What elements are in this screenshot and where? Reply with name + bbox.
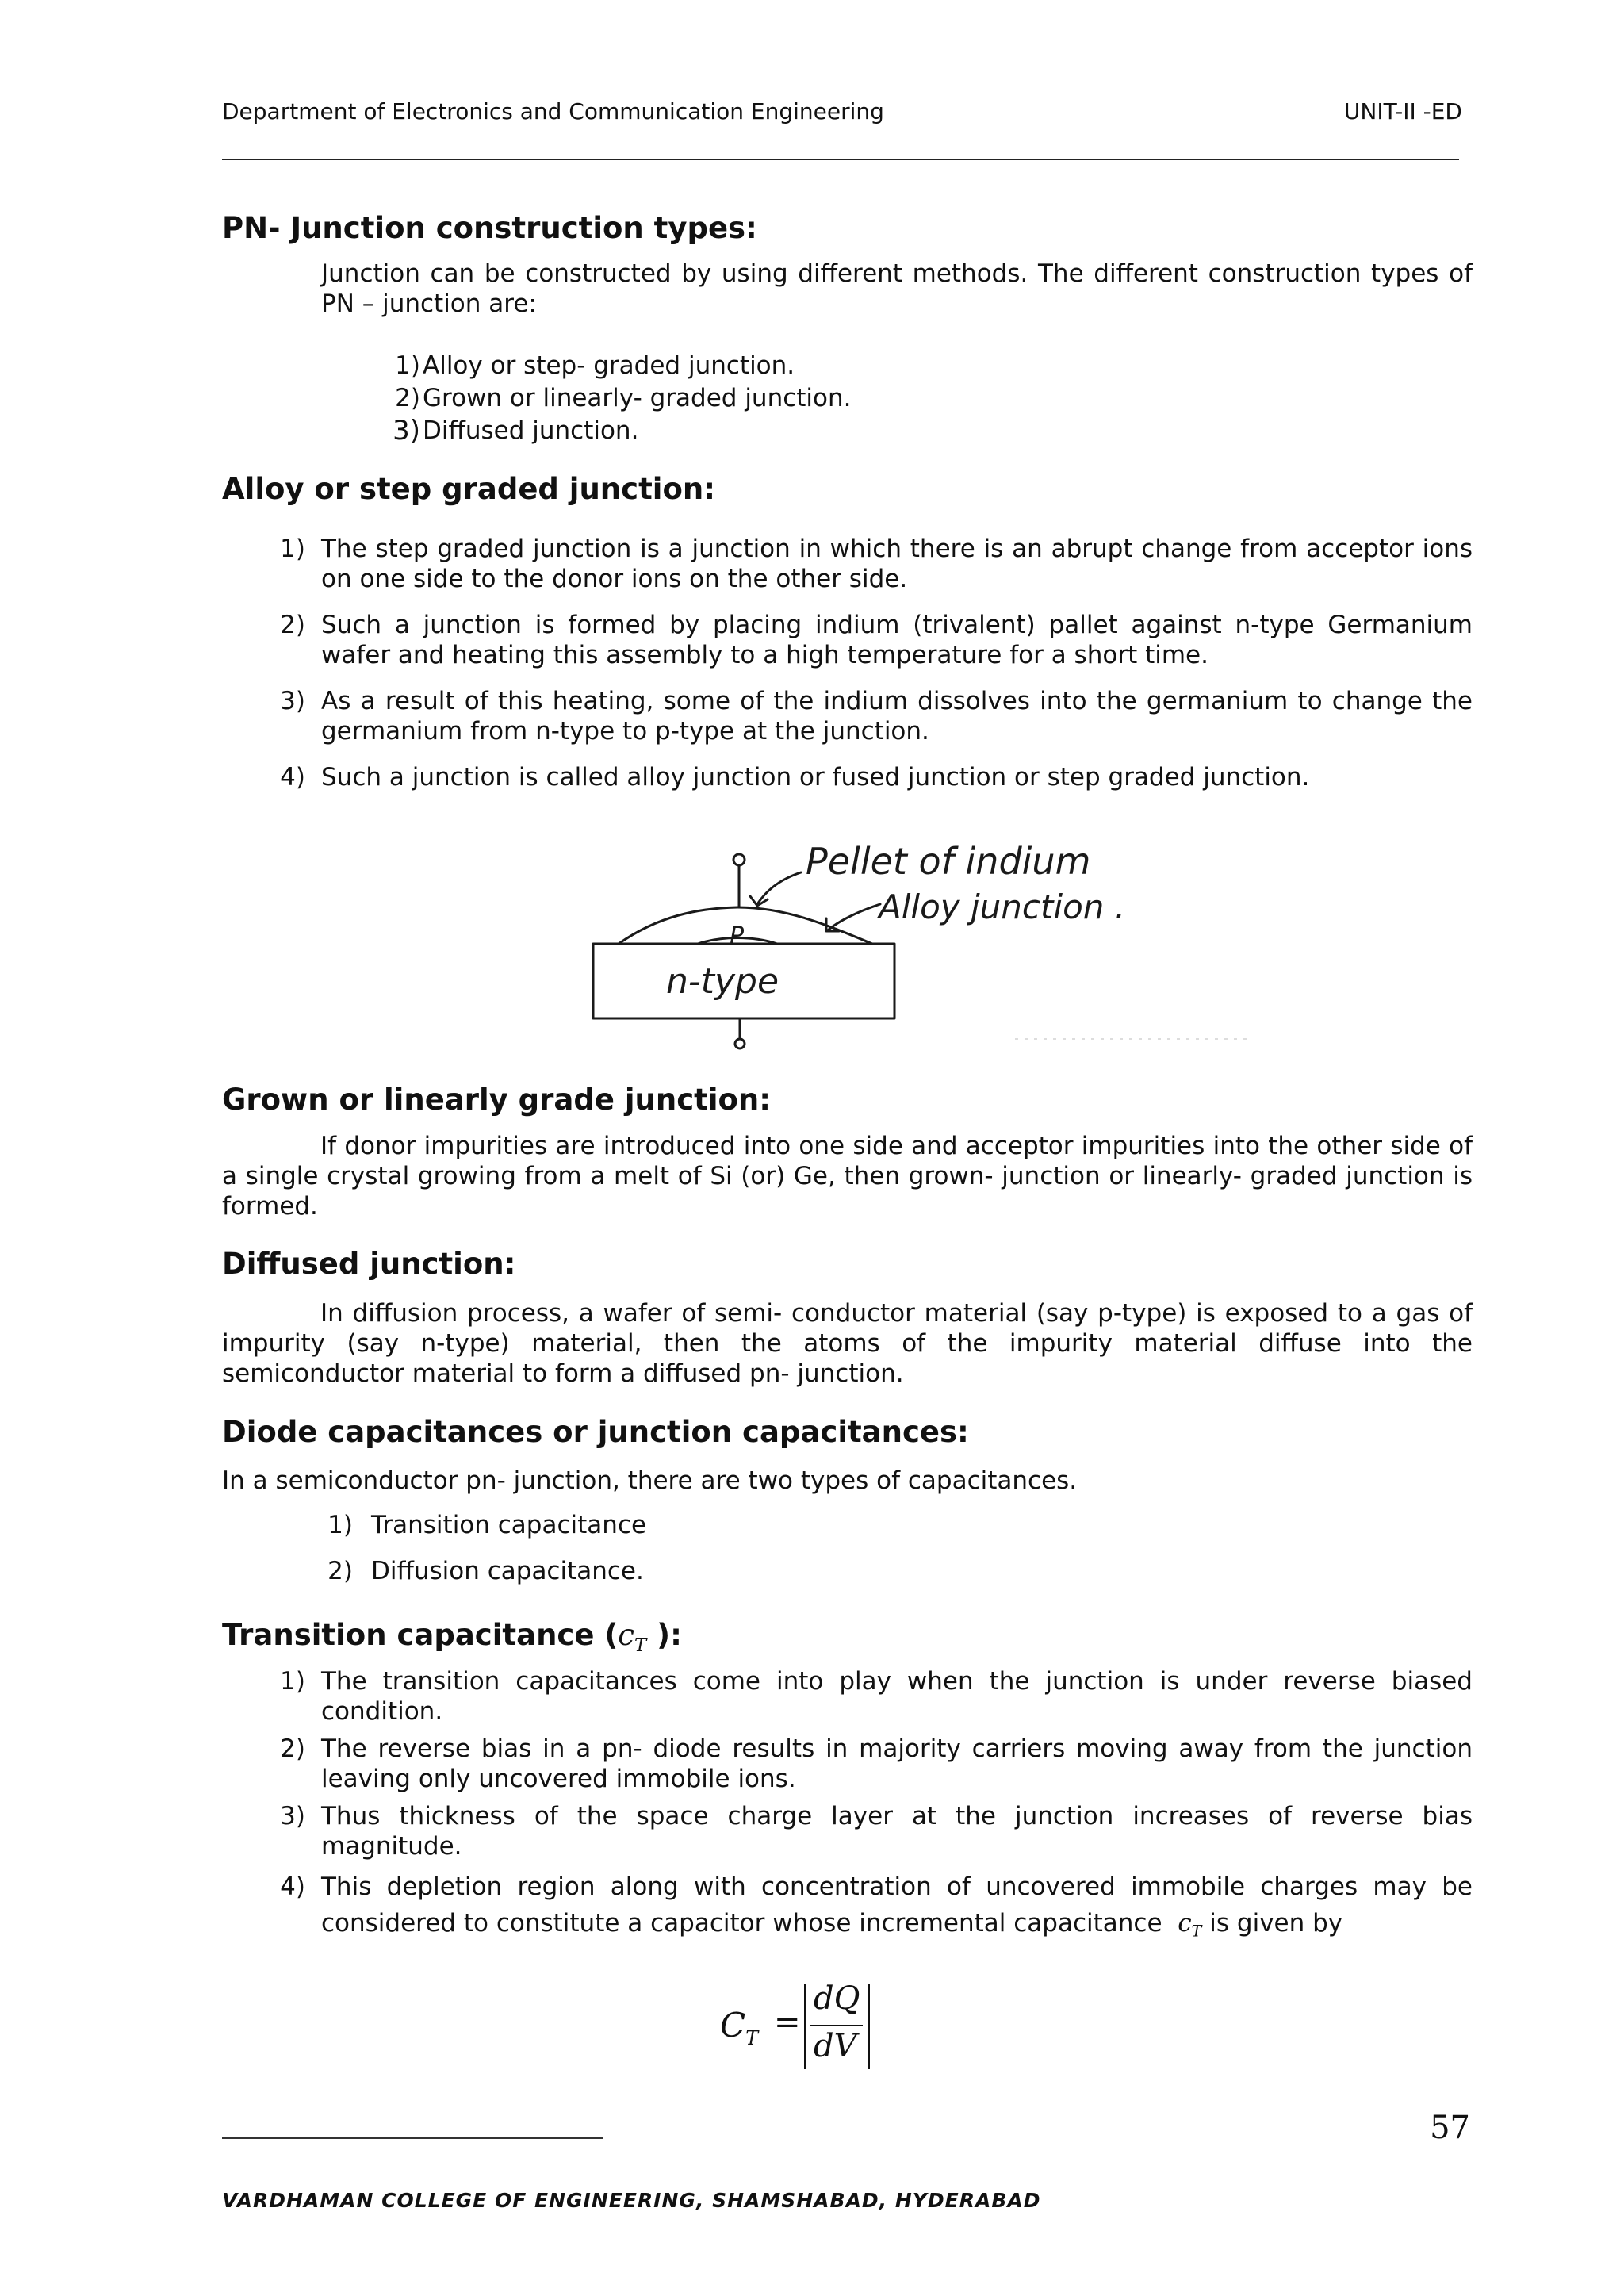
symbol-ct-inline: $c_T$ [1178,1909,1202,1941]
equation-denominator: dV [814,2028,857,2064]
capacitance-types-list [321,1510,1473,1586]
alloy-junction-figure [571,825,1269,1055]
header-department: Department of Electronics and Communication Engineering [222,98,884,125]
construction-intro: Junction can be constructed by using different methods. The different construction types of PN – junction are: [321,259,1473,318]
alloy-list [274,534,1473,792]
list-item: 1) Transition capacitance [327,1511,647,1539]
heading-diffused-junction: Diffused junction: [222,1247,516,1281]
header-unit: UNIT-II -ED [1343,98,1462,125]
figure-label-pellet: Pellet of indium [806,840,1091,883]
top-terminal [733,854,745,865]
page-number: 57 [1430,2110,1470,2146]
construction-list [373,351,1473,448]
list-item: 2) Grown or linearly- graded junction. [395,384,852,412]
equation-ct: $C_T$ = dQ dV [714,1979,904,2074]
abs-bar-left [804,1984,806,2069]
heading-transition-capacitance: Transition capacitance ($c_T$ ): [222,1618,682,1657]
figure-label-alloy: Alloy junction . [879,887,1126,926]
list-item: 3) Diffused junction. [393,415,639,447]
list-item: 3) Thus thickness of the space charge layer at the junction increases of reverse bias magnitude. [280,1802,1473,1861]
equation-numerator: dQ [814,1980,860,2017]
transition-list [274,1666,1473,1950]
figure-label-p: P [730,922,745,950]
heading-alloy-junction: Alloy or step graded junction: [222,472,716,506]
heading-grown-junction: Grown or linearly grade junction: [222,1083,772,1117]
list-item: 2) The reverse bias in a pn- diode results in majority carriers moving away from the junction leaving only uncovered immobile ions. [280,1734,1473,1793]
bottom-terminal [735,1039,745,1048]
header-divider [222,159,1459,160]
list-item: 4) This depletion region along with concentration of uncovered immobile charges may be considered to constitute a capacitor whose incremental capacitance $c_T$ is given by [280,1872,1473,1941]
figure-label-n-type: n-type [666,961,779,1002]
fraction-bar [810,2025,863,2026]
list-item: 4) Such a junction is called alloy junction or fused junction or step graded junction. [280,763,1310,792]
heading-construction-types: PN- Junction construction types: [222,211,757,245]
grown-paragraph: If donor impurities are introduced into one side and acceptor impurities into the other side of a single crystal growing from a melt of Si (or) Ge, then grown- junction or linearly- graded junction is formed. [222,1132,1473,1221]
list-item: 1) Alloy or step- graded junction. [395,351,795,380]
footer-college: VARDHAMAN COLLEGE OF ENGINEERING, SHAMSHABAD, HYDERABAD [222,2189,1041,2212]
diffused-paragraph: In diffusion process, a wafer of semi- conductor material (say p-type) is exposed to a gas of impurity (say n-type) material, then the atoms of the impurity material diffuse into the semiconductor material to form a diffused pn- junction. [222,1299,1473,1388]
heading-capacitances: Diode capacitances or junction capacitances: [222,1415,969,1449]
list-item: 2) Diffusion capacitance. [327,1557,644,1585]
list-item: 2) Such a junction is formed by placing indium (trivalent) pallet against n-type Germanium wafer and heating this assembly to a high temperature for a short time. [280,611,1473,669]
abs-bar-right [868,1984,870,2069]
footer-divider [222,2137,603,2139]
capacitances-intro: In a semiconductor pn- junction, there are two types of capacitances. [222,1466,1078,1495]
list-item: 1) The transition capacitances come into play when the junction is under reverse biased condition. [280,1667,1473,1726]
list-item: 3) As a result of this heating, some of the indium dissolves into the germanium to change the germanium from n-type to p-type at the junction. [280,687,1473,746]
symbol-ct: $c_T$ [618,1618,647,1657]
list-item: 1) The step graded junction is a junction in which there is an abrupt change from acceptor ions on one side to the donor ions on the other side. [280,535,1473,593]
